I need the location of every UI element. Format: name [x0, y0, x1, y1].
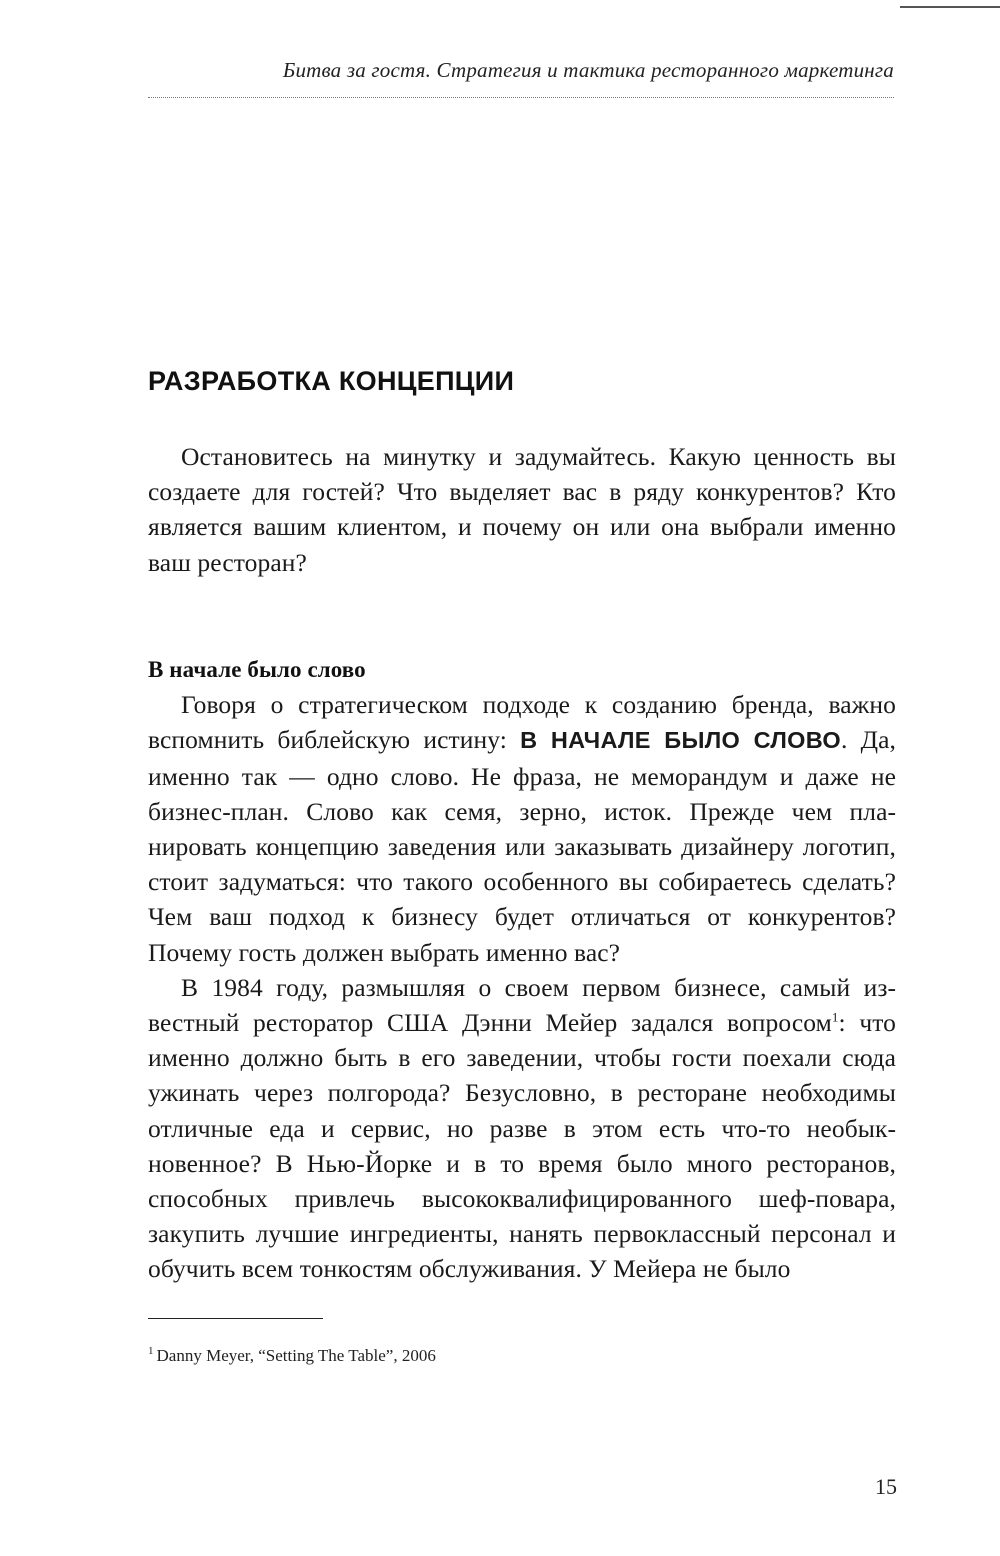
footnote-marker: 1 [148, 1345, 154, 1358]
intro-paragraph: Остановитесь на минутку и задумайтесь. Какую ценность вы создаете для гостей? Что выделяет вас в ряду конкурентов? Кто является вашим клиентом, и почему он или она выбрали именно ваш ресторан? [148, 442, 896, 577]
running-head-dotted-rule [148, 97, 894, 98]
footnote-separator [148, 1318, 323, 1319]
subsection [148, 652, 896, 1287]
page-number: 15 [875, 1474, 897, 1499]
paragraph-2-text-after: : что именно должно быть в его заведении, чтобы гости поехали сюда ужинать через полгорода? Безусловно, в ресторане необходимы отличные еда и сервис, но разве в этом есть что-то необыкновенное? В Нью-Йорке и в то время было много ресторанов, способных привлечь высококвалифицированного шеф-повара, закупить лучшие ингредиенты, нанять первоклассный персонал и обучить всем тонкостям обслуживания. У Мейера не было [148, 1008, 897, 1284]
paragraph-1-text-before: Говоря о стратегическом подходе к созданию бренда, важно вспомнить библейскую истину: [148, 690, 896, 755]
footnote-text: Danny Meyer, “Setting The Table”, 2006 [156, 1346, 436, 1365]
emphasis-phrase: В НАЧАЛЕ БЫЛО СЛОВО [520, 727, 841, 754]
running-head: Битва за гостя. Стратегия и тактика ресторанного маркетинга [282, 58, 894, 82]
footnote-reference-marker[interactable]: 1 [831, 1009, 839, 1025]
paragraph-1-text-after: . Да, именно так — одно слово. Не фраза, не меморандум и даже не бизнес-план. Слово как семя, зерно, исток. Прежде чем планировать концепцию заведения или заказывать дизайнеру логотип, стоит задуматься: что такого особенного вы собираетесь сделать? Чем ваш подход к бизнесу будет отличаться от конкурентов? Почему гость должен выбрать именно вас? [148, 725, 897, 967]
paragraph-2-text-before: В 1984 году, размышляя о своем первом бизнесе, самый известный ресторатор США Дэнни Мейер задался вопросом [148, 972, 896, 1038]
body-paragraph-2 [148, 970, 896, 1287]
body-paragraph-1 [148, 687, 896, 970]
footnote [148, 1346, 436, 1366]
intro-block [148, 439, 896, 580]
subsection-title: В начале было слово [148, 657, 366, 682]
top-edge-rule [900, 6, 1000, 8]
section-title: РАЗРАБОТКА КОНЦЕПЦИИ [148, 366, 515, 396]
